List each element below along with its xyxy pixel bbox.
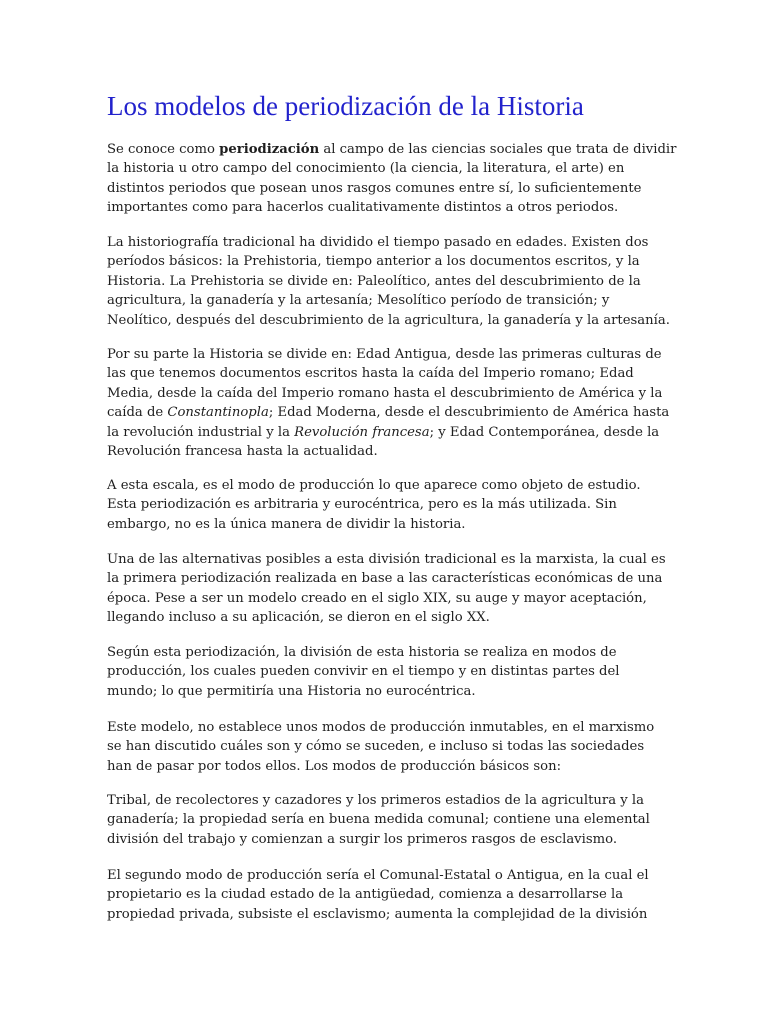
text-run: caída de	[107, 405, 168, 421]
text-line	[107, 140, 677, 159]
text-line: han de pasar por todos ellos. Los modos de producción básicos son:	[107, 758, 562, 774]
text-line: Este modelo, no establece unos modos de producción inmutables, en el marxismo	[107, 720, 655, 735]
text-run: Se conoce como	[107, 142, 220, 157]
text-line: mundo; lo que permitiría una Historia no eurocéntrica.	[107, 683, 476, 699]
text-line: embargo, no es la única manera de dividir la historia.	[107, 516, 466, 532]
text-line: propietario es la ciudad estado de la antigüedad, comienza a desarrollarse la	[107, 887, 624, 903]
italic-term: Revolución francesa	[294, 424, 430, 440]
text-run: ; Edad Moderna, desde el descubrimiento de América hasta	[268, 405, 670, 421]
text-line: Tribal, de recolectores y cazadores y los primeros estadios de la agricultura y la	[107, 793, 644, 808]
italic-term: Constantinopla	[167, 405, 269, 421]
text-line: Historia. La Prehistoria se divide en: Paleolítico, antes del descubrimiento de la	[107, 273, 641, 289]
text-line: distintos periodos que posean unos rasgos comunes entre sí, lo suficientemente	[107, 180, 642, 196]
text-line: Según esta periodización, la división de esta historia se realiza en modos de	[107, 645, 617, 660]
text-line: se han discutido cuáles son y cómo se suceden, e incluso si todas las sociedades	[107, 739, 645, 755]
text-line: división del trabajo y comienzan a surgir los primeros rasgos de esclavismo.	[107, 831, 618, 847]
paragraph-modos-produccion	[107, 643, 663, 701]
paragraph-historiografia-tradicional	[107, 233, 670, 330]
text-line: la primera periodización realizada en base a las características económicas de una	[107, 571, 663, 587]
text-line: época. Pese a ser un modelo creado en el siglo XIX, su auge y mayor aceptación,	[107, 590, 647, 606]
paragraph-edades-historia	[107, 345, 670, 461]
text-run: al campo de las ciencias sociales que trata de dividir	[319, 142, 677, 157]
document-title: Los modelos de periodización de la Historia	[107, 91, 584, 121]
text-line: la historia u otro campo del conocimiento (la ciencia, la literatura, el arte) en	[107, 161, 625, 177]
paragraph-alternativa-marxista	[107, 550, 666, 628]
paragraph-modo-tribal	[107, 791, 663, 849]
text-line	[107, 423, 663, 442]
text-line: las que tenemos documentos escritos hasta la caída del Imperio romano; Edad	[107, 366, 634, 382]
paragraph-periodizacion-definition	[107, 140, 677, 218]
bold-term: periodización	[219, 142, 320, 157]
text-run: la revolución industrial y la	[107, 424, 295, 440]
text-line: períodos básicos: la Prehistoria, tiempo anterior a los documentos escritos, y la	[107, 254, 640, 270]
text-line: ganadería; la propiedad sería en buena medida comunal; contiene una elemental	[107, 812, 650, 828]
text-line: Media, desde la caída del Imperio romano hasta el descubrimiento de América y la	[107, 385, 663, 401]
paragraph-escala-eurocentrica	[107, 476, 663, 534]
text-line: Revolución francesa hasta la actualidad.	[107, 444, 378, 460]
text-line: El segundo modo de producción sería el Comunal-Estatal o Antigua, en la cual el	[107, 868, 649, 883]
text-run: ; y Edad Contemporánea, desde la	[429, 424, 660, 440]
paragraph-modo-comunal-estatal	[107, 866, 663, 924]
paragraph-modelo-no-inmutable	[107, 718, 663, 776]
text-line: producción, los cuales pueden convivir en el tiempo y en distintas partes del	[107, 664, 620, 680]
text-line: La historiografía tradicional ha dividido el tiempo pasado en edades. Existen dos	[107, 235, 649, 250]
text-line: agricultura, la ganadería y la artesanía; Mesolítico período de transición; y	[107, 293, 610, 309]
text-line: Por su parte la Historia se divide en: Edad Antigua, desde las primeras culturas de	[107, 347, 662, 362]
text-line: Esta periodización es arbitraria y eurocéntrica, pero es la más utilizada. Sin	[107, 497, 617, 513]
text-line: llegando incluso a su aplicación, se dieron en el siglo XX.	[107, 610, 490, 626]
text-line: Neolítico, después del descubrimiento de la agricultura, la ganadería y la artesanía.	[107, 312, 670, 328]
text-line: A esta escala, es el modo de producción lo que aparece como objeto de estudio.	[107, 478, 641, 493]
text-line	[107, 403, 670, 422]
text-line: importantes como para hacerlos cualitativamente distintos a otros periodos.	[107, 200, 619, 216]
text-line: propiedad privada, subsiste el esclavismo; aumenta la complejidad de la división	[107, 906, 648, 922]
text-line: Una de las alternativas posibles a esta división tradicional es la marxista, la cual es	[107, 552, 666, 567]
